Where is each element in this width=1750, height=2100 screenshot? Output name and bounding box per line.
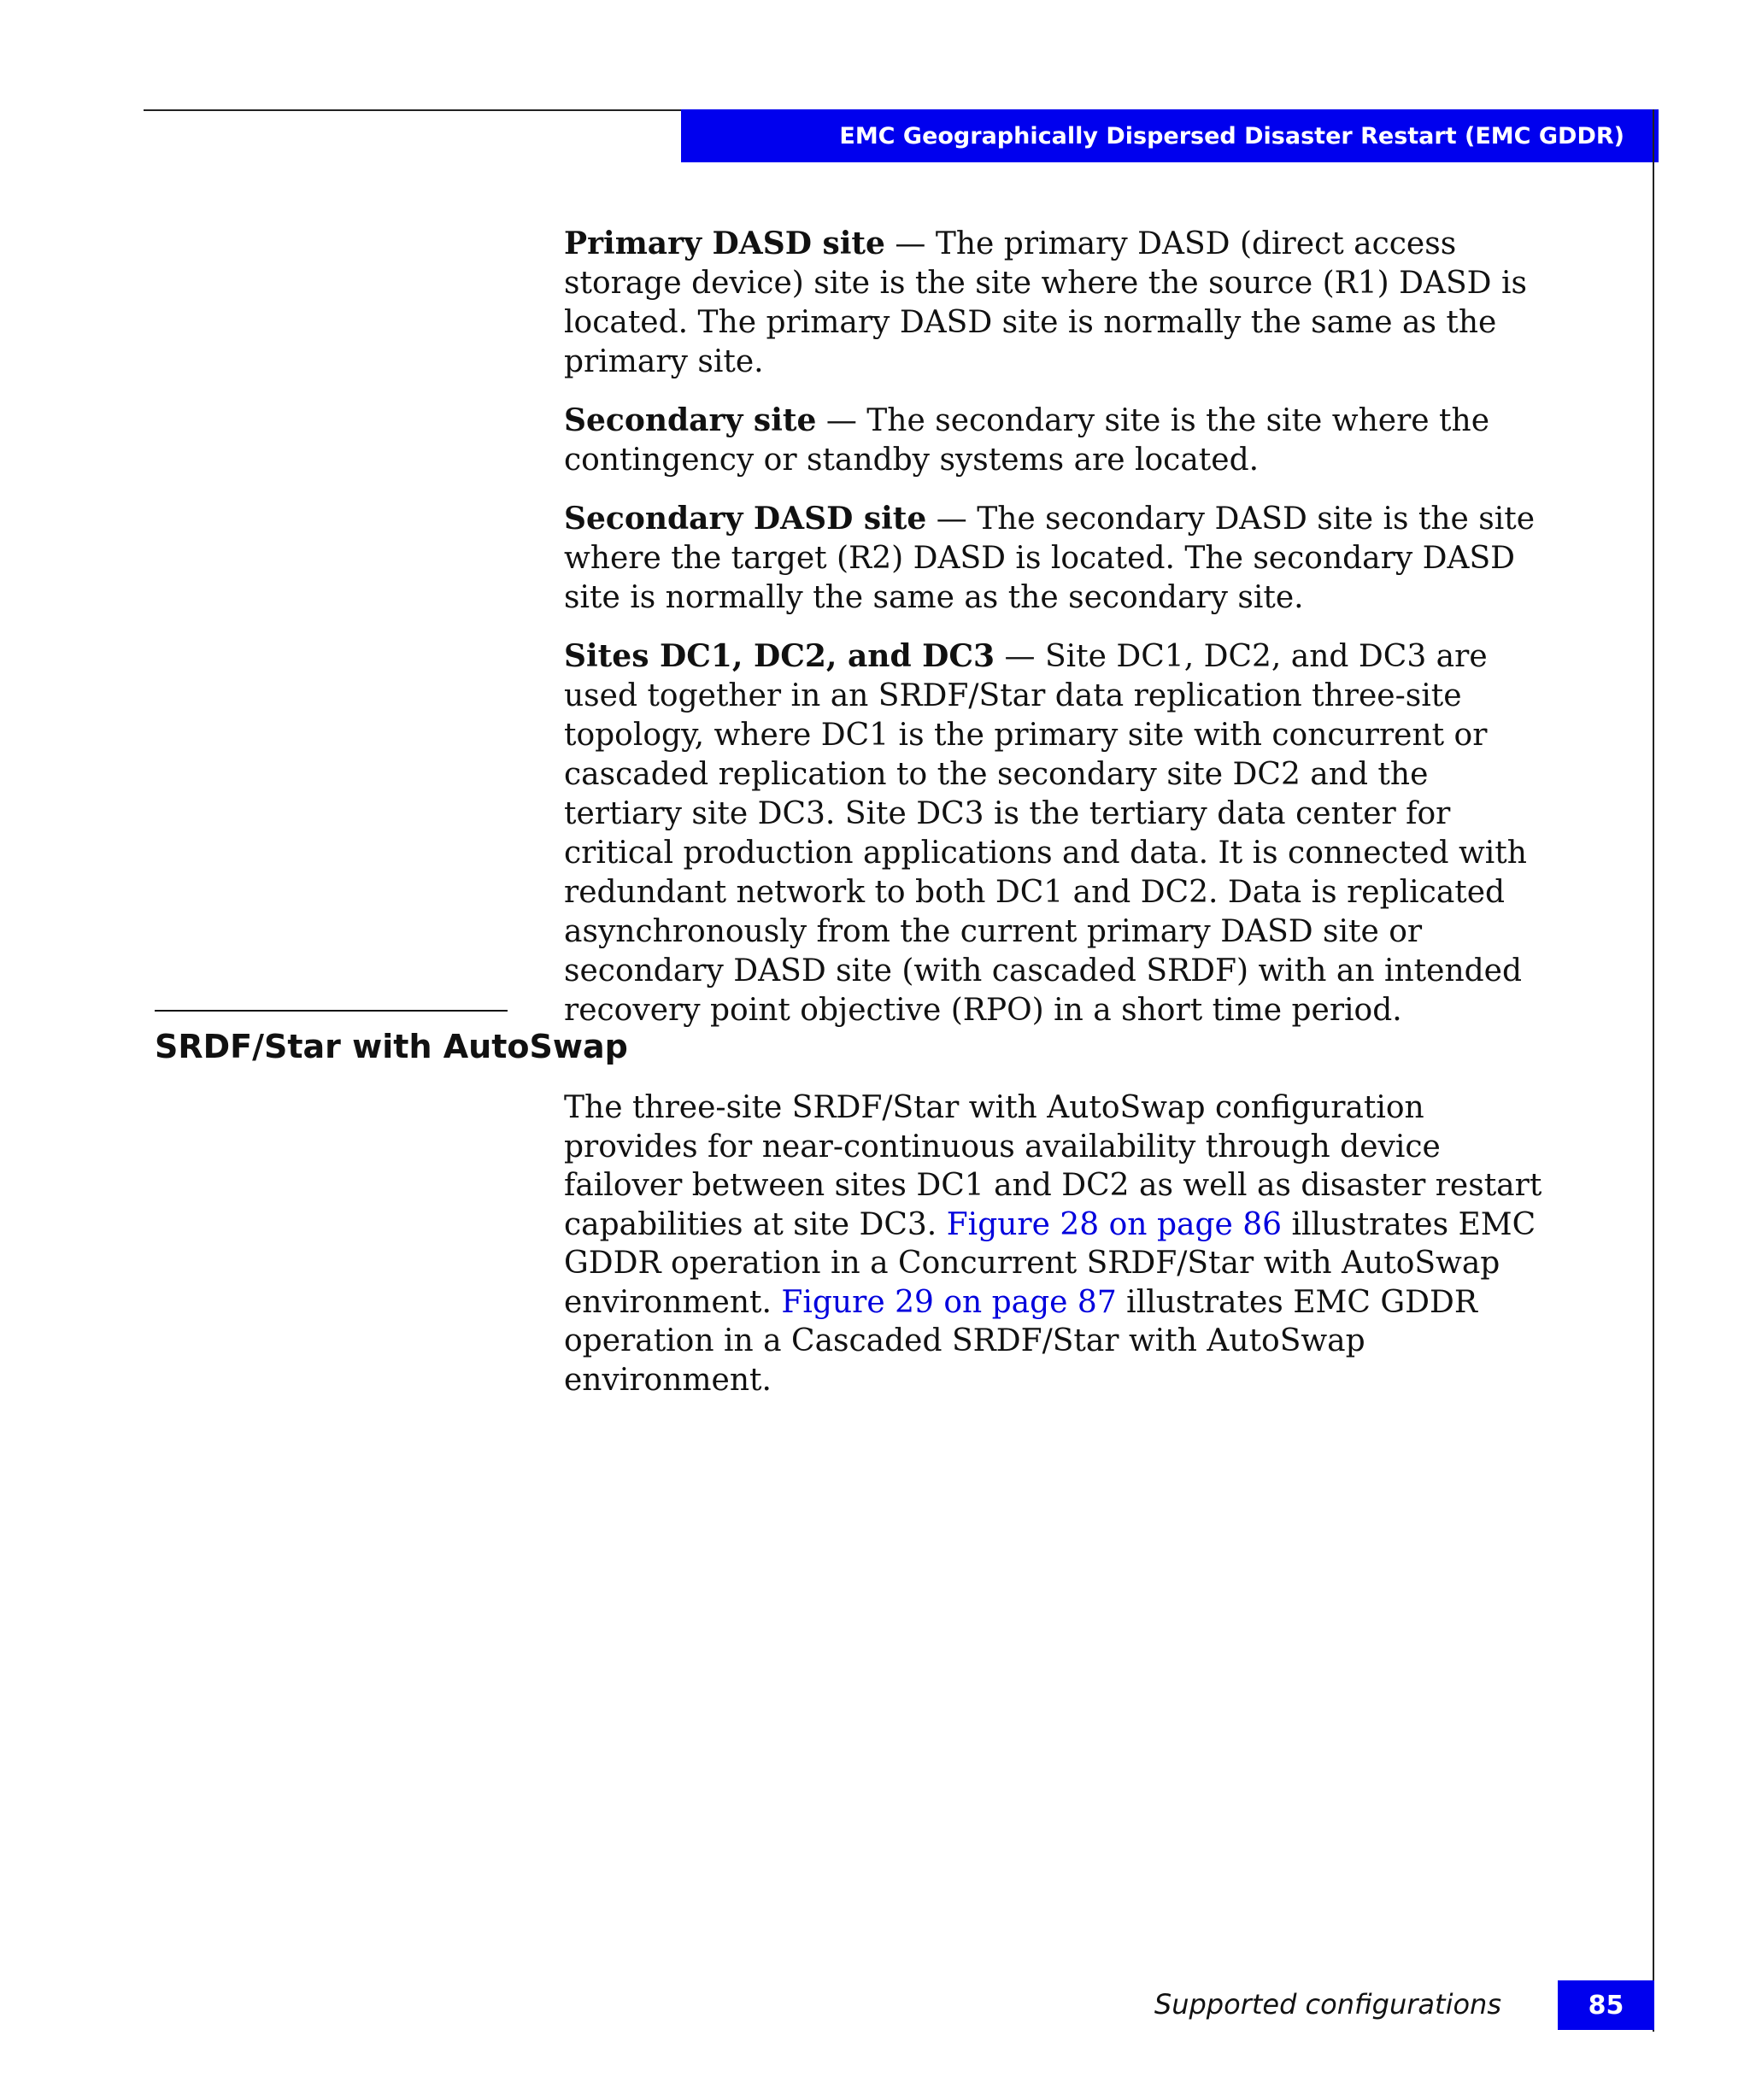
section-rule bbox=[155, 1010, 508, 1012]
definition-text: — Site DC1, DC2, and DC3 are used together in an SRDF/Star data replication three-site topology, where DC1 is the primary site with concurrent or cascaded replication to the secondary site DC2 and the tertiary site DC3. Site DC3 is the tertiary data center for critical production applications and data. It is connected with redundant network to both DC1 and DC2. Data is replicated asynchronously from the current primary DASD site or secondary DASD site (with cascaded SRDF) with an intended recovery point objective (RPO) in a short time period. bbox=[564, 639, 1527, 1028]
footer-section-label: Supported configurations bbox=[1154, 1988, 1501, 2021]
page-number-text: 85 bbox=[1588, 1990, 1624, 2021]
page-number bbox=[1558, 1980, 1654, 2030]
definition-text: — The secondary site is the site where the contingency or standby systems are located. bbox=[564, 403, 1489, 478]
running-header-title: EMC Geographically Dispersed Disaster Restart (EMC GDDR) bbox=[839, 122, 1624, 150]
section-heading: SRDF/Star with AutoSwap bbox=[155, 1028, 628, 1065]
figure-28-link[interactable]: Figure 28 on page 86 bbox=[946, 1206, 1283, 1242]
definition-sites-dc1-dc2-dc3 bbox=[564, 636, 1555, 1030]
definition-primary-dasd-site bbox=[564, 224, 1555, 382]
definition-secondary-site bbox=[564, 401, 1555, 480]
definition-secondary-dasd-site bbox=[564, 499, 1555, 618]
section-text-1: The three-site SRDF/Star with AutoSwap configuration provides for near-continuous availability through device failover between sites DC1 and DC2 as well as disaster restart capabilities at site DC3. bbox=[564, 1090, 1542, 1242]
definition-term: Secondary DASD site bbox=[564, 501, 927, 537]
section-paragraph bbox=[564, 1088, 1555, 1399]
definitions-list bbox=[564, 224, 1555, 1049]
definition-term: Secondary site bbox=[564, 402, 817, 438]
figure-29-link[interactable]: Figure 29 on page 87 bbox=[781, 1284, 1117, 1320]
section-text-3: illustrates EMC GDDR operation in a Cascaded SRDF/Star with AutoSwap environment. bbox=[564, 1284, 1477, 1398]
section-text-2: illustrates EMC GDDR operation in a Concurrent SRDF/Star with AutoSwap environment. bbox=[564, 1206, 1536, 1320]
definition-text: — The primary DASD (direct access storage device) site is the site where the source (R1) DASD is located. The primary DASD site is normally the same as the primary site. bbox=[564, 226, 1527, 379]
right-margin-rule bbox=[1653, 109, 1654, 2032]
definition-text: — The secondary DASD site is the site where the target (R2) DASD is located. The secondary DASD site is normally the same as the secondary site. bbox=[564, 502, 1536, 615]
running-header bbox=[681, 109, 1659, 162]
definition-term: Primary DASD site bbox=[564, 226, 885, 261]
definition-term: Sites DC1, DC2, and DC3 bbox=[564, 638, 995, 674]
section-body bbox=[564, 1088, 1555, 1399]
